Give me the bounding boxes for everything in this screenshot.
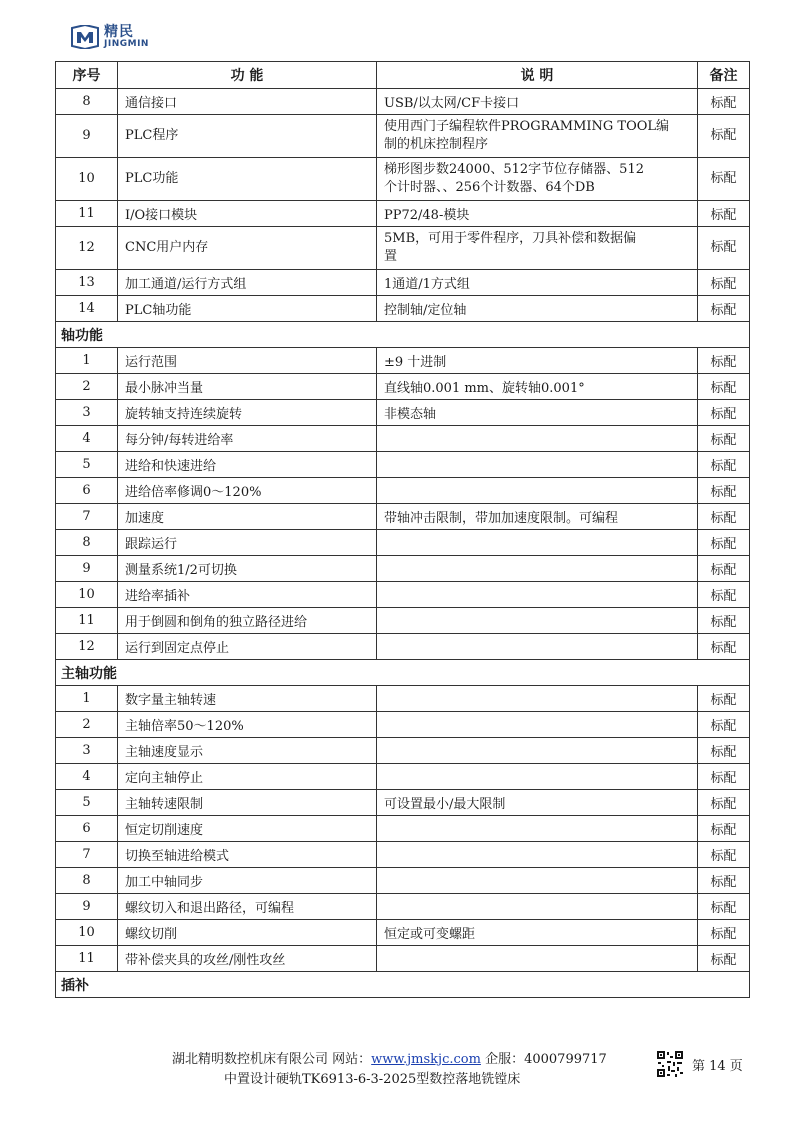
row-index: 4 <box>56 426 118 452</box>
row-note: 标配 <box>698 946 750 972</box>
table-row <box>56 738 750 764</box>
row-index: 10 <box>56 582 118 608</box>
row-note: 标配 <box>698 227 750 270</box>
row-description: 控制轴/定位轴 <box>377 296 698 322</box>
row-note: 标配 <box>698 712 750 738</box>
row-note: 标配 <box>698 608 750 634</box>
row-index: 7 <box>56 504 118 530</box>
row-note: 标配 <box>698 556 750 582</box>
row-description <box>377 634 698 660</box>
rows-spindle <box>56 686 750 972</box>
row-description: ±9 十进制 <box>377 348 698 374</box>
logo-chinese-name: 精民 <box>104 24 134 40</box>
row-index: 12 <box>56 634 118 660</box>
logo-english-name: JINGMIN <box>104 39 149 49</box>
header-index: 序号 <box>56 62 118 89</box>
row-description: 恒定或可变螺距 <box>377 920 698 946</box>
row-function: 进给率插补 <box>118 582 377 608</box>
row-function: CNC用户内存 <box>118 227 377 270</box>
row-note: 标配 <box>698 868 750 894</box>
row-index: 10 <box>56 158 118 201</box>
footer-phone: 4000799717 <box>524 1052 607 1067</box>
row-function: 运行范围 <box>118 348 377 374</box>
row-function: 运行到固定点停止 <box>118 634 377 660</box>
footer-phone-label: 企服： <box>485 1052 525 1067</box>
row-note: 标配 <box>698 504 750 530</box>
row-note: 标配 <box>698 478 750 504</box>
row-index: 4 <box>56 764 118 790</box>
table-row <box>56 790 750 816</box>
table-row <box>56 400 750 426</box>
row-note: 标配 <box>698 201 750 227</box>
row-function: 定向主轴停止 <box>118 764 377 790</box>
row-description <box>377 842 698 868</box>
row-index: 5 <box>56 790 118 816</box>
table-row <box>56 764 750 790</box>
spec-table <box>55 61 750 998</box>
table-row <box>56 608 750 634</box>
footer-model: 中置设计硬轨TK6913-6-3-2025型数控落地铣镗床 <box>224 1072 521 1087</box>
row-index: 2 <box>56 374 118 400</box>
row-description: USB/以太网/CF卡接口 <box>377 89 698 115</box>
row-index: 11 <box>56 608 118 634</box>
row-description: 非模态轴 <box>377 400 698 426</box>
row-description: PP72/48-模块 <box>377 201 698 227</box>
qr-code-icon <box>656 1050 684 1078</box>
row-function: 每分钟/每转进给率 <box>118 426 377 452</box>
row-note: 标配 <box>698 296 750 322</box>
row-function: 主轴速度显示 <box>118 738 377 764</box>
row-function: PLC程序 <box>118 115 377 158</box>
table-row <box>56 686 750 712</box>
row-note: 标配 <box>698 158 750 201</box>
row-function: 进给倍率修调0～120% <box>118 478 377 504</box>
row-description <box>377 530 698 556</box>
row-index: 9 <box>56 894 118 920</box>
row-function: 数字量主轴转速 <box>118 686 377 712</box>
row-index: 9 <box>56 115 118 158</box>
company-logo <box>70 24 149 50</box>
table-row <box>56 946 750 972</box>
rows-axis <box>56 348 750 660</box>
row-note: 标配 <box>698 816 750 842</box>
row-function: 跟踪运行 <box>118 530 377 556</box>
table-row <box>56 582 750 608</box>
row-index: 8 <box>56 89 118 115</box>
footer-company: 湖北精明数控机床有限公司 <box>172 1052 329 1067</box>
row-description: 梯形图步数24000、512字节位存储器、512 个计时器、、256个计数器、64个DB <box>377 158 698 201</box>
row-function: 恒定切削速度 <box>118 816 377 842</box>
row-note: 标配 <box>698 920 750 946</box>
row-description: 可设置最小/最大限制 <box>377 790 698 816</box>
section-interpolation: 插补 <box>56 972 750 998</box>
row-note: 标配 <box>698 348 750 374</box>
row-index: 2 <box>56 712 118 738</box>
row-description: 1通道/1方式组 <box>377 270 698 296</box>
footer-website-link[interactable]: www.jmskjc.com <box>371 1052 481 1067</box>
table-row <box>56 842 750 868</box>
table-row <box>56 894 750 920</box>
table-row <box>56 348 750 374</box>
table-row <box>56 452 750 478</box>
table-row <box>56 920 750 946</box>
row-function: 加工通道/运行方式组 <box>118 270 377 296</box>
row-note: 标配 <box>698 400 750 426</box>
table-row <box>56 158 750 201</box>
row-description <box>377 452 698 478</box>
table-row <box>56 201 750 227</box>
table-row <box>56 478 750 504</box>
row-index: 1 <box>56 348 118 374</box>
table-row <box>56 374 750 400</box>
row-index: 9 <box>56 556 118 582</box>
row-function: 加速度 <box>118 504 377 530</box>
row-description <box>377 738 698 764</box>
row-description <box>377 764 698 790</box>
row-note: 标配 <box>698 115 750 158</box>
row-function: 带补偿夹具的攻丝/刚性攻丝 <box>118 946 377 972</box>
row-note: 标配 <box>698 374 750 400</box>
jingmin-logo-icon <box>70 25 100 49</box>
row-note: 标配 <box>698 764 750 790</box>
row-note: 标配 <box>698 738 750 764</box>
row-description: 5MB，可用于零件程序，刀具补偿和数据偏 置 <box>377 227 698 270</box>
table-row <box>56 556 750 582</box>
row-function: 加工中轴同步 <box>118 868 377 894</box>
row-description: 使用西门子编程软件PROGRAMMING TOOL编 制的机床控制程序 <box>377 115 698 158</box>
rows-top <box>56 89 750 322</box>
header-function: 功 能 <box>118 62 377 89</box>
table-row <box>56 816 750 842</box>
section-spindle-functions: 主轴功能 <box>56 660 750 686</box>
row-function: 螺纹切削 <box>118 920 377 946</box>
row-description <box>377 712 698 738</box>
row-index: 3 <box>56 400 118 426</box>
row-description <box>377 426 698 452</box>
row-function: 旋转轴支持连续旋转 <box>118 400 377 426</box>
row-index: 11 <box>56 946 118 972</box>
row-description <box>377 556 698 582</box>
section-axis-functions: 轴功能 <box>56 322 750 348</box>
row-note: 标配 <box>698 894 750 920</box>
table-row <box>56 89 750 115</box>
row-description <box>377 946 698 972</box>
table-row <box>56 296 750 322</box>
row-index: 8 <box>56 530 118 556</box>
row-note: 标配 <box>698 89 750 115</box>
header-note: 备注 <box>698 62 750 89</box>
row-note: 标配 <box>698 426 750 452</box>
row-note: 标配 <box>698 582 750 608</box>
footer-company-line <box>172 1048 607 1067</box>
row-index: 1 <box>56 686 118 712</box>
row-function: 进给和快速进给 <box>118 452 377 478</box>
row-index: 10 <box>56 920 118 946</box>
row-description <box>377 868 698 894</box>
row-description: 直线轴0.001 mm、旋转轴0.001° <box>377 374 698 400</box>
row-note: 标配 <box>698 842 750 868</box>
table-row <box>56 270 750 296</box>
row-function: PLC轴功能 <box>118 296 377 322</box>
row-description: 带轴冲击限制，带加加速度限制。可编程 <box>377 504 698 530</box>
row-description <box>377 686 698 712</box>
row-index: 8 <box>56 868 118 894</box>
row-function: 螺纹切入和退出路径，可编程 <box>118 894 377 920</box>
table-row <box>56 712 750 738</box>
table-row <box>56 530 750 556</box>
row-function: I/O接口模块 <box>118 201 377 227</box>
row-description <box>377 816 698 842</box>
row-function: 通信接口 <box>118 89 377 115</box>
table-row <box>56 426 750 452</box>
table-row <box>56 868 750 894</box>
row-description <box>377 582 698 608</box>
row-description <box>377 894 698 920</box>
row-function: 主轴倍率50～120% <box>118 712 377 738</box>
row-function: 最小脉冲当量 <box>118 374 377 400</box>
row-function: PLC功能 <box>118 158 377 201</box>
row-index: 11 <box>56 201 118 227</box>
row-note: 标配 <box>698 686 750 712</box>
row-function: 用于倒圆和倒角的独立路径进给 <box>118 608 377 634</box>
row-index: 6 <box>56 816 118 842</box>
table-row <box>56 634 750 660</box>
row-index: 14 <box>56 296 118 322</box>
row-function: 切换至轴进给模式 <box>118 842 377 868</box>
table-row <box>56 504 750 530</box>
row-function: 测量系统1/2可切换 <box>118 556 377 582</box>
table-row <box>56 115 750 158</box>
row-note: 标配 <box>698 790 750 816</box>
row-index: 5 <box>56 452 118 478</box>
row-function: 主轴转速限制 <box>118 790 377 816</box>
row-note: 标配 <box>698 530 750 556</box>
row-index: 3 <box>56 738 118 764</box>
row-description <box>377 608 698 634</box>
row-index: 13 <box>56 270 118 296</box>
row-index: 12 <box>56 227 118 270</box>
table-row <box>56 227 750 270</box>
row-index: 6 <box>56 478 118 504</box>
row-note: 标配 <box>698 270 750 296</box>
row-description <box>377 478 698 504</box>
footer-site-label: 网站： <box>332 1052 372 1067</box>
row-note: 标配 <box>698 452 750 478</box>
row-note: 标配 <box>698 634 750 660</box>
page-number: 第 14 页 <box>692 1059 743 1074</box>
row-index: 7 <box>56 842 118 868</box>
header-description: 说 明 <box>377 62 698 89</box>
